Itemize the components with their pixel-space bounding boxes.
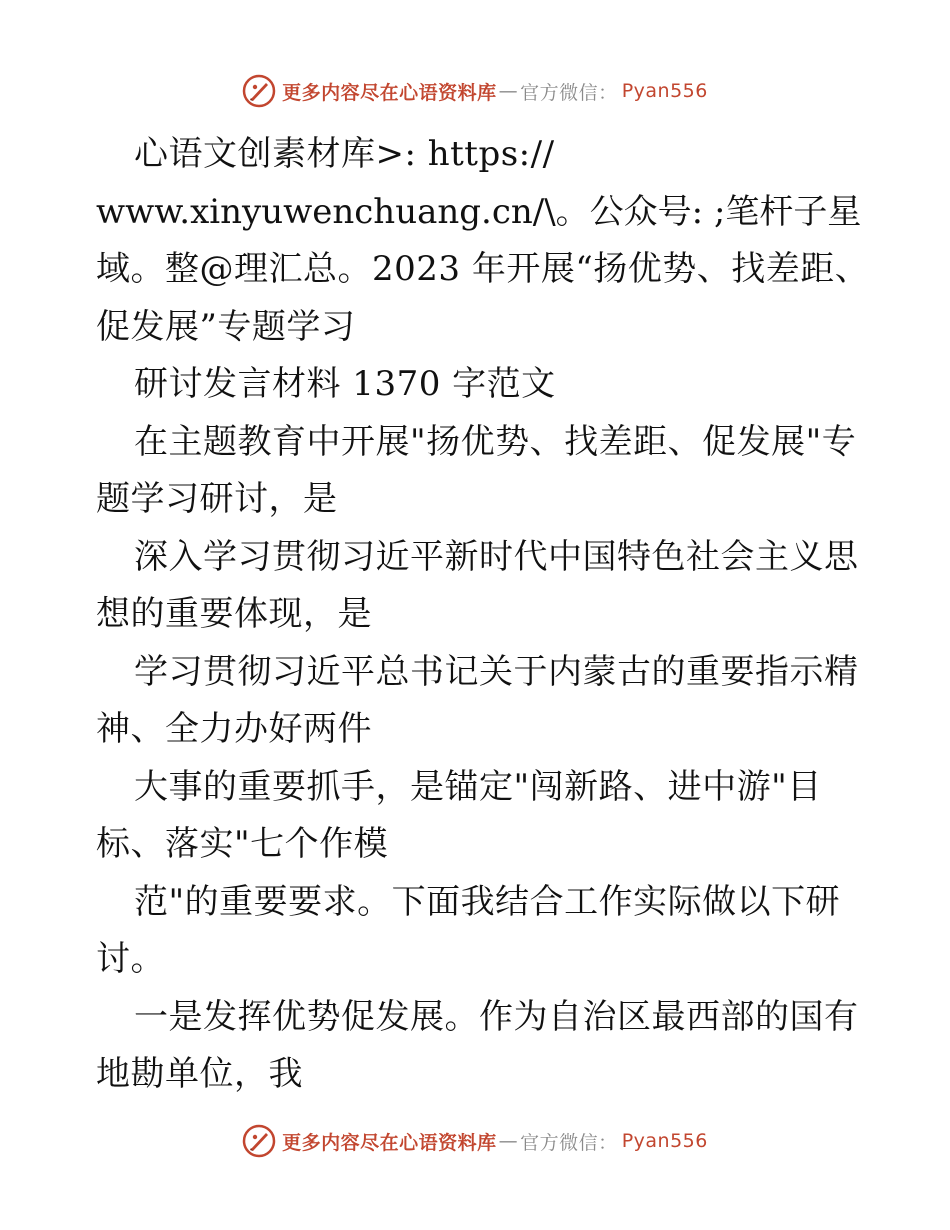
text-line: 大事的重要抓手，是锚定"闯新路、进中游"目 (134, 766, 822, 807)
text-line: 地勘单位，我 (96, 1054, 303, 1094)
watermark-separator: — (498, 1130, 519, 1152)
text-line: 讨。 (96, 939, 165, 979)
text-line: www.xinyuwenchuang.cn/\。公众号: ;笔杆子星 (96, 191, 862, 232)
text-line: 促发展”专题学习 (96, 306, 356, 347)
text-line: 研讨发言材料 1370 字范文 (134, 364, 556, 404)
text-line: 神、全力办好两件 (96, 709, 372, 749)
footer-watermark (0, 1121, 950, 1161)
watermark-official-label: 官方微信： (520, 81, 618, 104)
text-line: 心语文创素材库>: https:// (134, 134, 555, 174)
text-line: 想的重要体现，是 (96, 594, 372, 634)
quill-logo-icon (242, 1124, 276, 1158)
text-line: 学习贯彻习近平总书记关于内蒙古的重要指示精 (134, 651, 859, 692)
text-line: 题学习研讨，是 (96, 479, 338, 519)
watermark-promo-text: 更多内容尽在心语资料库 (282, 81, 497, 104)
document-body (96, 126, 870, 1104)
watermark-wechat-id: Pyan556 (621, 1130, 708, 1152)
text-line: 深入学习贯彻习近平新时代中国特色社会主义思 (134, 536, 859, 577)
quill-logo-icon (242, 74, 276, 108)
text-line: 标、落实"七个作模 (96, 824, 389, 864)
text-line: 范"的重要要求。下面我结合工作实际做以下研 (134, 881, 841, 922)
watermark-official-label: 官方微信： (520, 1131, 618, 1154)
text-line: 域。整@理汇总。2023 年开展“扬优势、找差距、 (96, 249, 870, 289)
header-watermark (0, 71, 950, 111)
watermark-separator: — (498, 80, 519, 102)
watermark-wechat-id: Pyan556 (621, 80, 708, 102)
text-line: 一是发挥优势促发展。作为自治区最西部的国有 (134, 996, 859, 1037)
text-line: 在主题教育中开展"扬优势、找差距、促发展"专 (134, 421, 857, 462)
watermark-promo-text: 更多内容尽在心语资料库 (282, 1131, 497, 1154)
